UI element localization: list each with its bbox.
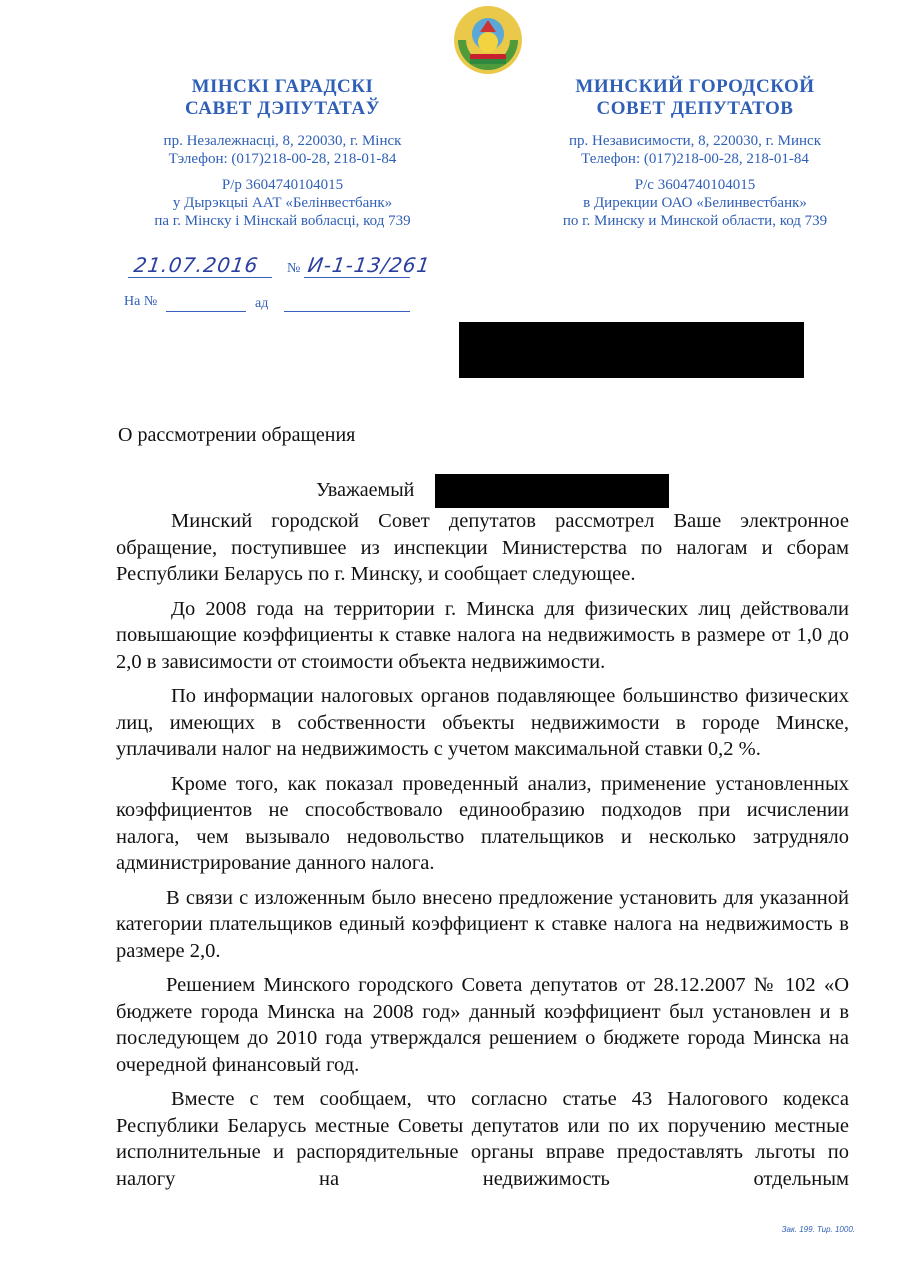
body-paragraph-3: По информации налоговых органов подавляющее большинство физических лиц, имеющих в собственности объекты недвижимости в городе Минске, уплачивали налог на недвижимость с учетом максимальной ставки 0,2 %. [116,685,849,760]
body-paragraph-2: До 2008 года на территории г. Минска для физических лиц действовали повышающие коэффициенты к ставке налога на недвижимость в размере от 1,0 до 2,0 в зависимости от стоимости объекта недвижимости. [116,597,849,673]
letterhead-left-address: пр. Незалежнасці, 8, 220030, г. Мінск [163,133,402,149]
reply-to-label: На № [124,294,158,309]
letterhead-right-title-1: МИНСКИЙ ГОРОДСКОЙ [575,76,815,97]
greeting: Уважаемый [316,479,415,501]
letterhead-right [520,76,870,230]
body-paragraph-4: Кроме того, как показал проведенный анализ, применение установленных коэффициентов не способствовало единообразию подходов при исчислении налога, чем вызывало недовольство плательщиков и несколько затрудняло администрирование данного налога. [116,772,849,874]
date-underline [128,277,272,278]
letterhead-left-phone: Тэлефон: (017)218-00-28, 218-01-84 [168,151,397,167]
registration-number: И-1-13/261 [306,253,433,277]
state-emblem-icon [452,4,524,76]
letterhead-left-bank-1: у Дырэкцыі ААТ «Белінвестбанк» [172,195,393,211]
letterhead-left-title-1: МІНСКІ ГАРАДСКІ [191,76,374,97]
registration-number-label: № [287,261,301,276]
letterhead-right-title-2: СОВЕТ ДЕПУТАТОВ [596,98,794,119]
body-paragraph-1: Минский городской Совет депутатов рассмотрел Ваше электронное обращение, поступившее из инспекции Министерства по налогам и сборам Республики Беларусь по г. Минску, и сообщает следующее. [116,510,849,585]
letterhead-left-title-2: САВЕТ ДЭПУТАТАЎ [184,98,381,119]
body-paragraph-7: Вместе с тем сообщаем, что согласно статье 43 Налогового кодекса Республики Беларусь местные Советы депутатов или по их поручению местные исполнительные и распорядительные органы вправе предоставлять льготы по налогу на недвижимость отдельным [116,1088,849,1190]
reply-from-underline [284,311,410,312]
letterhead-right-phone: Телефон: (017)218-00-28, 218-01-84 [581,151,809,167]
redacted-name [435,474,669,508]
letter-subject: О рассмотрении обращения [118,424,356,446]
redacted-addressee [459,322,804,378]
number-underline [304,277,410,278]
letterhead-right-bank-2: по г. Минску и Минской области, код 739 [562,213,828,229]
letterhead-left-bank-2: па г. Мінску і Мінскай вобласці, код 739 [154,213,411,229]
letterhead-right-account: Р/с 3604740104015 [634,177,756,193]
print-run-note: Зак. 199. Тир. 1000. [781,1225,855,1234]
body-paragraph-6: Решением Минского городского Совета депутатов от 28.12.2007 № 102 «О бюджете города Минска на 2008 год» данный коэффициент был установлен и в последующем до 2010 года утверждался решением о бюджете города Минска на очередной финансовый год. [116,974,849,1076]
letterhead-right-bank-1: в Дирекции ОАО «Белинвестбанк» [583,195,807,211]
reply-to-underline [166,311,246,312]
letterhead-left [110,76,455,230]
registration-date: 21.07.2016 [132,253,261,277]
letter-body [116,508,849,1200]
body-paragraph-5: В связи с изложенным было внесено предложение установить для указанной категории плательщиков единый коэффициент к ставке налога на недвижимость в размере 2,0. [116,886,849,962]
letterhead-left-account: Р/р 3604740104015 [221,177,344,193]
reply-from-label: ад [255,296,269,311]
letterhead-right-address: пр. Независимости, 8, 220030, г. Минск [569,133,821,149]
